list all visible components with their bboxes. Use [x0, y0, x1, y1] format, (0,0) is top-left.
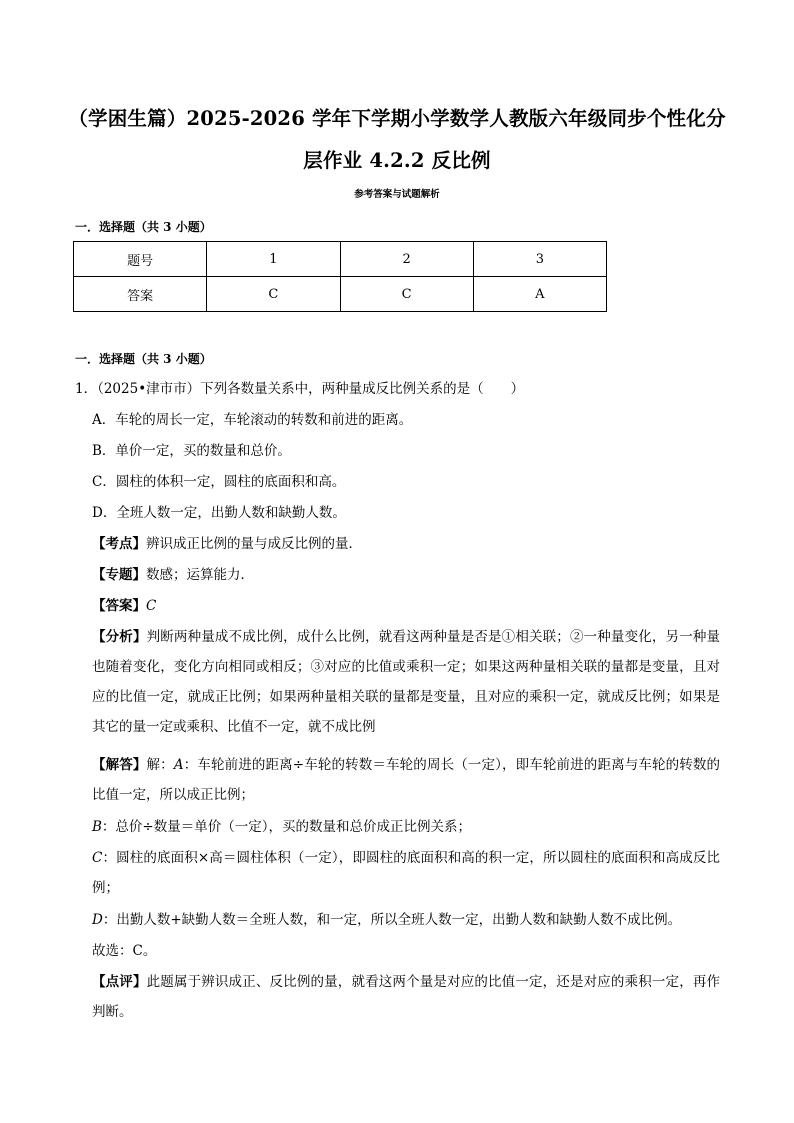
comment-paragraph [92, 967, 720, 1027]
solution-paragraph-c [92, 843, 720, 903]
question-stem: 1．（2025•津市市）下列各数量关系中，两种量成反比例关系的是（ ） [75, 381, 525, 397]
kaodian-tag: 【考点】 [92, 536, 146, 552]
answer-table [73, 241, 607, 312]
section-heading-choice-detail: 一．选择题（共 3 小题） [75, 352, 212, 366]
solution-intro: 解： [146, 757, 174, 773]
solution-text: ：出勤人数+缺勤人数＝全班人数，和一定，所以全班人数一定，出勤人数和缺勤人数不成比例。 [102, 912, 682, 928]
solution-tag: 【解答】 [92, 757, 147, 773]
zhuanti-tag: 【专题】 [92, 567, 146, 583]
option-b: B．单价一定，买的数量和总价。 [92, 443, 291, 459]
answer-table-number: 1 [207, 242, 340, 277]
answer-table-number: 3 [473, 242, 606, 277]
answer-line [92, 596, 156, 616]
final-choice: 故选：C。 [92, 943, 157, 959]
kaodian-line [92, 534, 362, 554]
answer-table-answer: A [473, 277, 606, 312]
solution-letter: A [173, 757, 184, 773]
answer-value: C [146, 598, 157, 614]
analysis-tag: 【分析】 [92, 629, 147, 645]
document-title-line-1: （学困生篇）2025-2026 学年下学期小学数学人教版六年级同步个性化分 [68, 107, 726, 130]
zhuanti-line [92, 565, 254, 585]
document-subtitle: 参考答案与试题解析 [354, 189, 440, 200]
solution-letter: D [92, 912, 103, 928]
answer-table-answer-label: 答案 [74, 277, 207, 312]
solution-letter: B [92, 819, 102, 835]
analysis-paragraph [92, 622, 720, 742]
answer-table-answer: C [340, 277, 473, 312]
solution-paragraph-b [92, 812, 720, 842]
option-d: D．全班人数一定，出勤人数和缺勤人数。 [92, 505, 346, 521]
analysis-text: 判断两种量成不成比例，成什么比例，就看这两种量是否是①相关联；②一种量变化，另一种量也随着变化，变化方向相同或相反；③对应的比值或乘积一定；如果这两种量相关联的量都是变量，且对应的比值一定，就成正比例；如果两种量相关联的量都是变量，且对应的乘积一定，就成反比例；如果是其它的量一定或乘积、比值不一定，就不成比例 [92, 629, 721, 735]
option-a: A．车轮的周长一定，车轮滚动的转数和前进的距离。 [92, 412, 413, 428]
document-title-line-2: 层作业 4.2.2 反比例 [303, 149, 491, 172]
answer-table-header-label: 题号 [74, 242, 207, 277]
comment-text: 此题属于辨识成正、反比例的量，就看这两个量是对应的比值一定，还是对应的乘积一定，再作判断。 [92, 974, 721, 1020]
answer-table-row-numbers [74, 242, 607, 277]
solution-text: ：总价÷数量＝单价（一定），买的数量和总价成正比例关系； [101, 819, 471, 835]
comment-tag: 【点评】 [92, 974, 147, 990]
answer-table-number: 2 [340, 242, 473, 277]
solution-letter: C [92, 850, 103, 866]
section-heading-choice: 一．选择题（共 3 小题） [75, 220, 212, 234]
answer-table-row-answers [74, 277, 607, 312]
answer-tag: 【答案】 [92, 598, 146, 614]
solution-text: ：圆柱的底面积×高＝圆柱体积（一定），即圆柱的底面积和高的积一定，所以圆柱的底面积和高成反比例； [92, 850, 720, 896]
option-c: C．圆柱的体积一定，圆柱的底面积和高。 [92, 474, 346, 490]
solution-paragraph-d [92, 905, 720, 935]
solution-paragraph-a [92, 750, 720, 810]
answer-table-answer: C [207, 277, 340, 312]
solution-text: ：车轮前进的距离÷车轮的转数＝车轮的周长（一定），即车轮前进的距离与车轮的转数的比值一定，所以成正比例； [92, 757, 721, 803]
kaodian-text: 辨识成正比例的量与成反比例的量． [146, 536, 362, 552]
zhuanti-text: 数感；运算能力． [146, 567, 254, 583]
